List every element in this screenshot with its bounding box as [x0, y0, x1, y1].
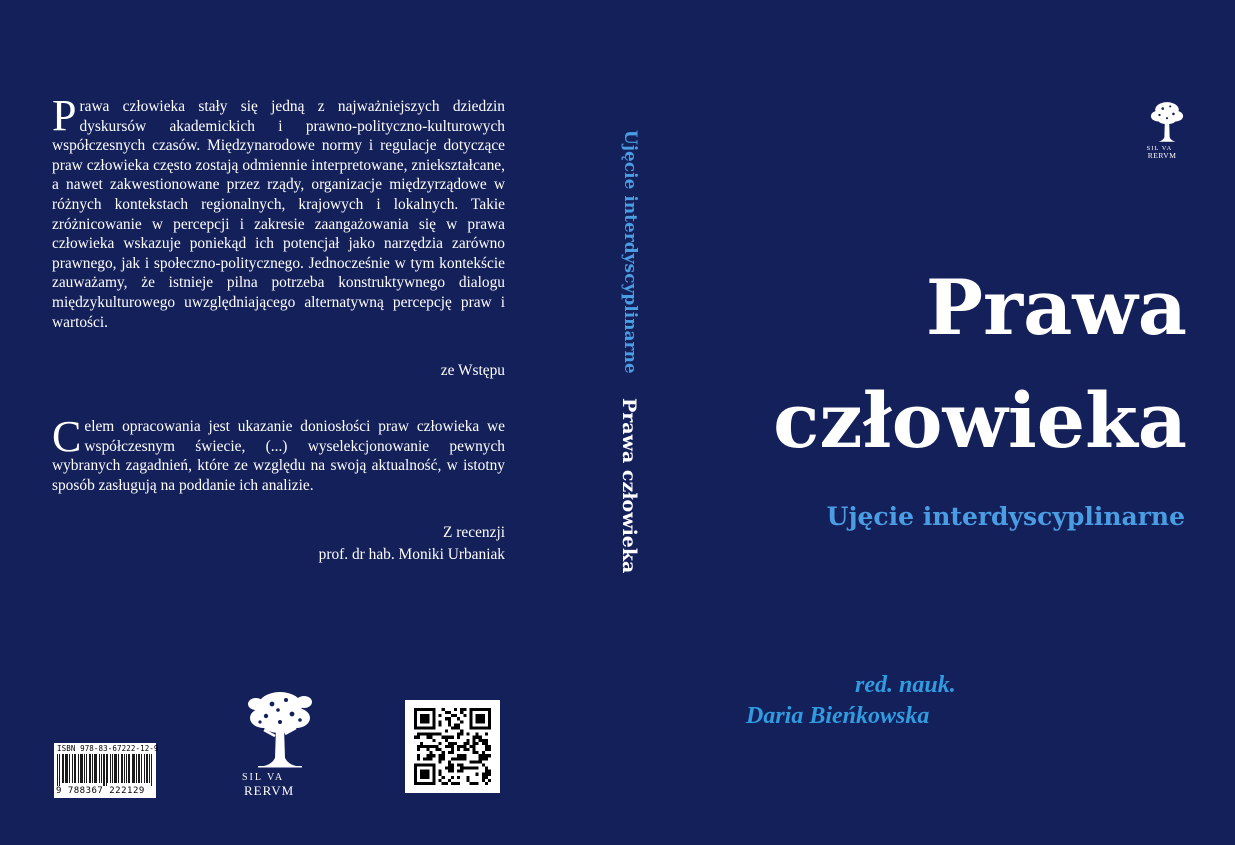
- small-logo-text-line2: RERVM: [1147, 150, 1177, 160]
- editor-label: red. nauk.: [855, 672, 956, 698]
- silva-rerum-small-logo: [1146, 100, 1188, 160]
- review-attribution-label: Z recenzji: [443, 524, 505, 541]
- editor-name: Daria Bieńkowska: [746, 703, 930, 729]
- barcode-icon: [57, 754, 153, 786]
- back-cover-paragraph-intro: [52, 91, 505, 332]
- small-logo-text-line1: SIL VA: [1146, 144, 1173, 152]
- ean-number: 9 788367 222129: [56, 786, 145, 796]
- back-cover-paragraph-review: [52, 412, 505, 495]
- logo-text-line2: RERVM: [244, 783, 295, 798]
- spine-subtitle: Ujęcie interdyscyplinarne: [620, 130, 640, 374]
- logo-text-line1: SIL VA: [242, 772, 285, 783]
- intro-attribution: ze Wstępu: [440, 362, 505, 379]
- dropcap-p: P: [52, 91, 77, 140]
- front-title-line1: Prawa: [925, 263, 1187, 352]
- front-title-line2: człowieka: [773, 376, 1187, 465]
- isbn-number: ISBN 978-83-67222-12-9: [57, 744, 159, 753]
- review-text: elem opracowania jest ukazanie doniosłości praw człowieka we współczesnym świecie, (...) wyselekcjonowanie pewnych wybranych zagadnień, które ze względu na swoją aktualność, w istotny sposób zasługują na poddanie ich analizie.: [52, 418, 505, 494]
- review-attribution-author: prof. dr hab. Moniki Urbaniak: [318, 546, 505, 563]
- qr-code: [405, 700, 500, 793]
- intro-text: rawa człowieka stały się jedną z najważniejszych dziedzin dyskursów akademickich i prawno-polityczno-kulturowych współczesnych czasów. Międzynarodowe normy i regulacje dotyczące praw człowieka często zostają odmiennie interpretowane, zniekształcane, a nawet zakwestionowane przez rządy, organizacje międzyrządowe w różnych kontekstach regionalnych, krajowych i lokalnych. Takie zróżnicowanie w percepcji i zakresie zaangażowania się w prawa człowieka wskazuje poniekąd ich potencjał jako narzędzia zarówno prawnego, jak i społeczno-politycznego. Jednocześnie w tym kontekście zauważamy, że istnieje pilna potrzeba konstruktywnego dialogu międzykulturowego uwzględniającego alternatywną percepcję praw i wartości.: [52, 98, 505, 331]
- spine-title: Prawa człowieka: [618, 398, 640, 574]
- front-subtitle: Ujęcie interdyscyplinarne: [826, 502, 1185, 531]
- silva-rerum-tree-logo: [242, 688, 318, 800]
- isbn-barcode: [54, 743, 159, 798]
- dropcap-c: C: [52, 412, 82, 461]
- qr-code-icon: [414, 708, 491, 785]
